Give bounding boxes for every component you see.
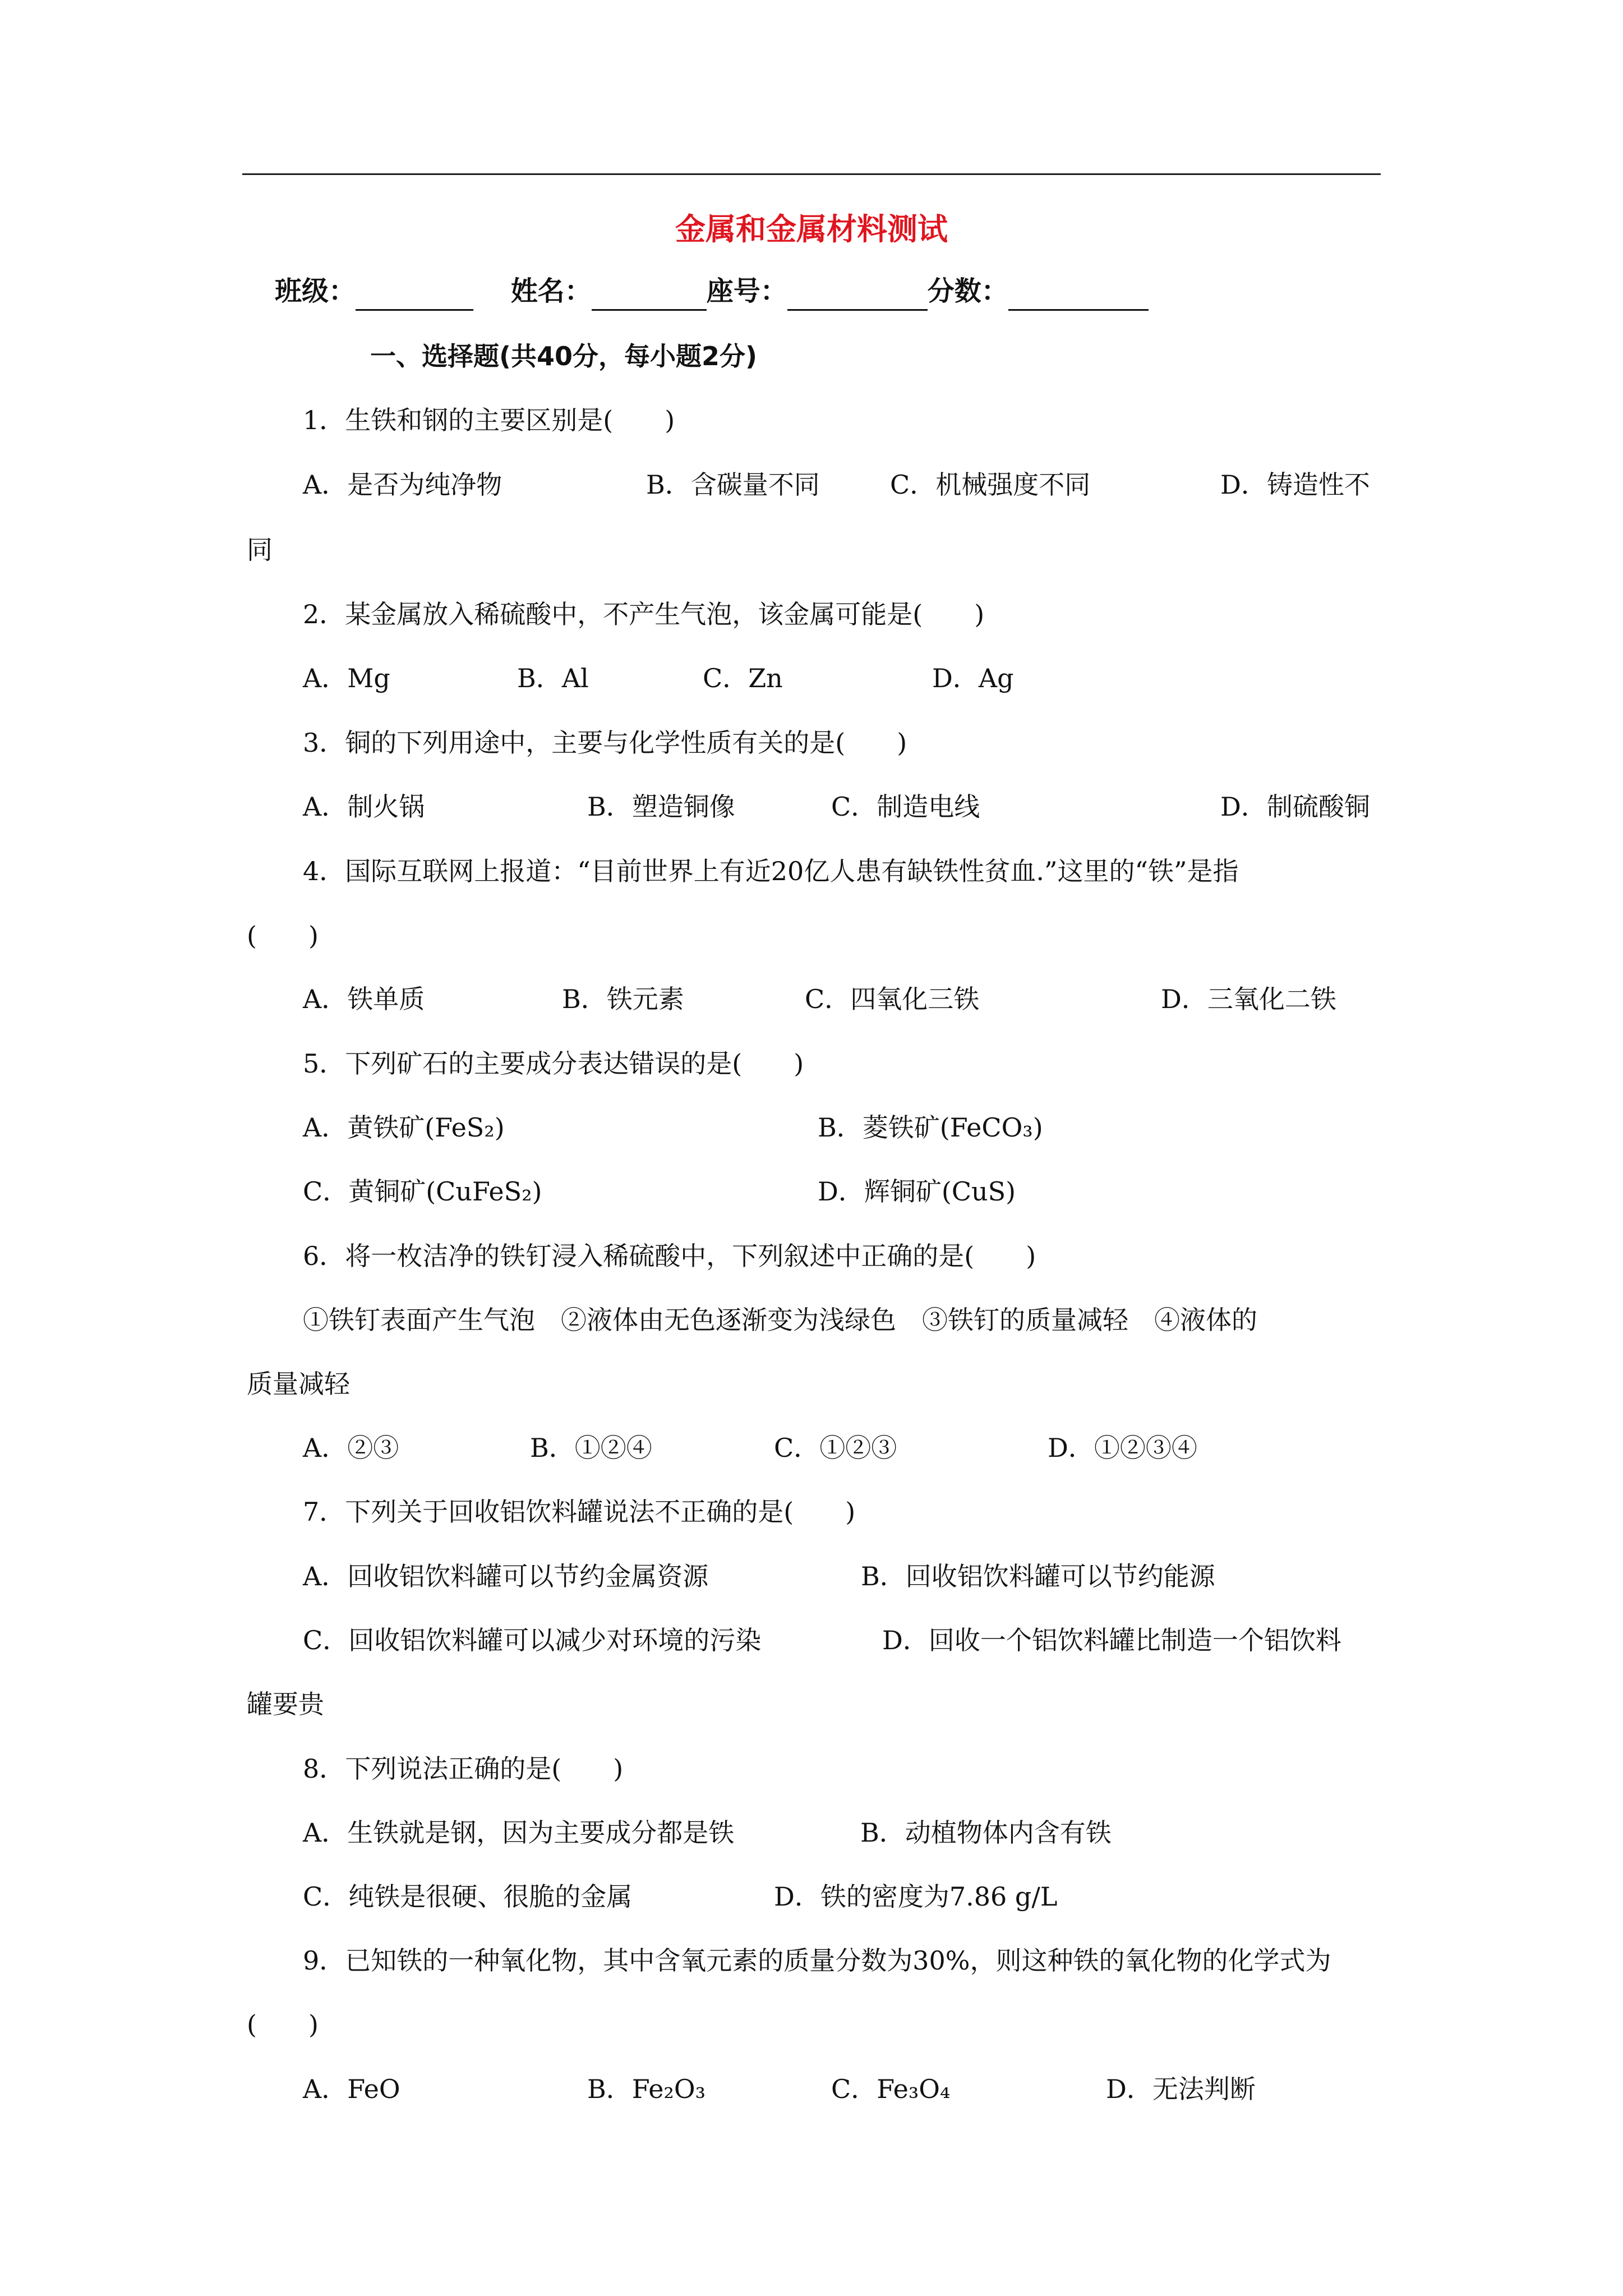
option-d: D．铸造性不 [1220,470,1370,500]
option-a: A．FeO [303,2074,400,2104]
option-d: D．无法判断 [1106,2074,1256,2104]
option-a: A．是否为纯净物 [303,470,502,500]
option-b: B．回收铝饮料罐可以节约能源 [861,1561,1215,1591]
page-title: 金属和金属材料测试 [675,211,948,247]
question-6-detail-continued: 质量减轻 [247,1369,350,1399]
option-c: C．Zn [703,663,783,693]
question-8-stem: 8．下列说法正确的是( ) [303,1754,624,1784]
question-9-stem: 9．已知铁的一种氧化物，其中含氧元素的质量分数为30%，则这种铁的氧化物的化学式为 [303,1945,1331,1976]
header-rule [242,173,1381,175]
option-a: A．黄铁矿(FeS₂) [303,1112,505,1143]
option-d: D．Ag [932,663,1014,693]
option-d: D．铁的密度为7.86 g/L [774,1881,1058,1912]
question-1-stem: 1．生铁和钢的主要区别是( ) [303,405,675,435]
class-label: 班级： [275,275,356,307]
option-c: C．纯铁是很硬、很脆的金属 [303,1881,633,1912]
option-a: A．生铁就是钢，因为主要成分都是铁 [303,1818,735,1848]
option-d: D．制硫酸铜 [1220,792,1370,822]
option-d: D．辉铜矿(CuS) [818,1176,1016,1207]
question-7-options-continued: 罐要贵 [247,1689,324,1719]
seat-label: 座号： [706,275,787,307]
question-3-stem: 3．铜的下列用途中，主要与化学性质有关的是( ) [303,728,907,758]
question-7-stem: 7．下列关于回收铝饮料罐说法不正确的是( ) [303,1497,856,1527]
student-info-line [275,272,1149,311]
option-a: A．回收铝饮料罐可以节约金属资源 [303,1561,709,1591]
option-b: B．铁元素 [562,984,684,1014]
option-b: B．①②④ [530,1433,652,1463]
option-b: B．Al [517,663,589,693]
class-blank[interactable] [356,279,473,311]
option-d: D．三氧化二铁 [1161,984,1336,1014]
option-c: C．制造电线 [831,792,980,822]
option-a: A．Mg [303,663,390,693]
option-b: B．动植物体内含有铁 [860,1818,1112,1848]
option-c: C．回收铝饮料罐可以减少对环境的污染 [303,1625,762,1655]
name-label: 姓名： [510,275,592,307]
question-6-detail: ①铁钉表面产生气泡 ②液体由无色逐渐变为浅绿色 ③铁钉的质量减轻 ④液体的 [303,1305,1257,1335]
option-b: B．Fe₂O₃ [587,2074,706,2104]
option-c: C．Fe₃O₄ [831,2074,951,2104]
question-6-stem: 6．将一枚洁净的铁钉浸入稀硫酸中，下列叙述中正确的是( ) [303,1241,1036,1271]
section-heading: 一、选择题(共40分，每小题2分) [370,341,758,371]
option-c: C．四氧化三铁 [805,984,980,1014]
question-2-stem: 2．某金属放入稀硫酸中，不产生气泡，该金属可能是( ) [303,599,985,629]
question-4-stem: 4．国际互联网上报道：“目前世界上有近20亿人患有缺铁性贫血.”这里的“铁”是指 [303,856,1239,886]
question-5-stem: 5．下列矿石的主要成分表达错误的是( ) [303,1048,804,1079]
option-b: B．含碳量不同 [646,470,820,500]
option-d: D．①②③④ [1048,1433,1197,1463]
question-1-options-continued: 同 [247,535,273,565]
option-c: C．①②③ [774,1433,897,1463]
option-b: B．菱铁矿(FeCO₃) [818,1112,1043,1143]
option-a: A．②③ [303,1433,399,1463]
option-a: A．制火锅 [303,792,425,822]
question-4-stem-continued: ( ) [247,921,319,951]
option-d: D．回收一个铝饮料罐比制造一个铝饮料 [882,1625,1341,1655]
option-a: A．铁单质 [303,984,425,1014]
question-9-stem-continued: ( ) [247,2009,319,2040]
option-b: B．塑造铜像 [587,792,735,822]
option-c: C．机械强度不同 [890,470,1091,500]
seat-blank[interactable] [787,279,928,311]
score-blank[interactable] [1008,279,1149,311]
score-label: 分数： [927,275,1008,307]
name-blank[interactable] [592,279,707,311]
option-c: C．黄铜矿(CuFeS₂) [303,1176,542,1207]
